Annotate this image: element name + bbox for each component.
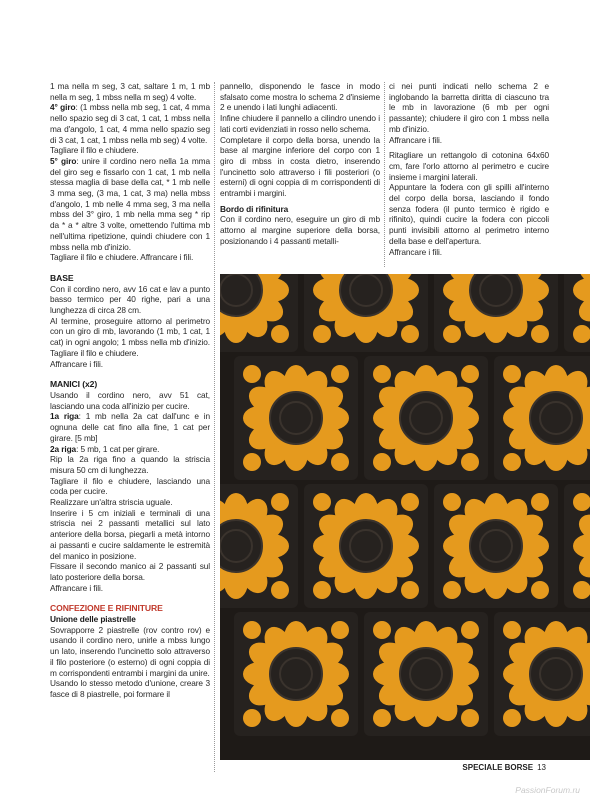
- yarn-corner-cluster: [271, 493, 289, 511]
- yarn-corner-cluster: [243, 621, 261, 639]
- round-label: 5° giro: [50, 155, 77, 166]
- flower-center: [470, 274, 522, 316]
- yarn-corner-cluster: [243, 453, 261, 471]
- paragraph: Sovrapporre 2 piastrelle (rov contro rov) e usando il cordino nero, unirle a mbss lungo un lato, inserendo l'uncinetto solo attraverso il filo posteriore (o esterno) di ogni coppia di m corrispondenti entrambi i margini da unire.: [50, 624, 210, 678]
- paragraph: Appuntare la fodera con gli spilli all'interno del corpo della borsa, lasciando il fondo senza fodera (il punto termico è rigido e rifinito), quindi cucire la fodera con piccoli punti invisibili attorno al perimetro interno della base e dell'apertura.: [389, 182, 549, 246]
- paragraph: Completare il corpo della borsa, unendo la base al margine inferiore del corpo con 1 giro di mbss in costa dietro, inserendo l'uncinetto solo attraverso i fili posteriori (o esterni) di ogni coppia di m corrispondenti di entrambi i margini.: [220, 134, 380, 199]
- page-footer: [462, 763, 546, 772]
- yarn-corner-cluster: [373, 453, 391, 471]
- yarn-corner-cluster: [461, 709, 479, 727]
- yarn-corner-cluster: [401, 581, 419, 599]
- flower-center: [530, 648, 582, 700]
- yarn-corner-cluster: [503, 365, 521, 383]
- yarn-corner-cluster: [331, 453, 349, 471]
- yarn-corner-cluster: [531, 325, 549, 343]
- yarn-corner-cluster: [503, 709, 521, 727]
- paragraph: Realizzare un'altra striscia uguale.: [50, 497, 173, 508]
- flower-center: [270, 392, 322, 444]
- crochet-granny-squares-image: [220, 274, 590, 760]
- yarn-corner-cluster: [531, 581, 549, 599]
- paragraph: pannello, disponendo le fasce in modo sfalsato come mostra lo schema 2 d'insieme 2 e unendo i lati lunghi adiacenti.: [220, 81, 380, 113]
- yarn-corner-cluster: [331, 709, 349, 727]
- flower-center: [270, 648, 322, 700]
- yarn-corner-cluster: [531, 493, 549, 511]
- subheading-joining: Unione delle piastrelle: [50, 614, 136, 625]
- yarn-corner-cluster: [331, 621, 349, 639]
- yarn-corner-cluster: [243, 365, 261, 383]
- paragraph: Inserire i 5 cm iniziali e terminali di una striscia nei 2 passanti metallici sul lato anteriore della borsa, piegarli a metà intorno ai passanti e cucire saldamente le estremità del manico in posizione.: [50, 507, 210, 561]
- flower-center: [340, 274, 392, 316]
- yarn-corner-cluster: [373, 709, 391, 727]
- paragraph: Affrancare i fili.: [389, 134, 442, 145]
- paragraph: 1 ma nella m seg, 3 cat, saltare 1 m, 1 mb nella m seg, 1 mbss nella m seg) 4 volte.: [50, 81, 210, 102]
- flower-center: [400, 648, 452, 700]
- subheading-border: Bordo di rifinitura: [220, 203, 289, 214]
- paragraph: Tagliare il filo e chiudere. Affrancare i fili.: [50, 252, 194, 263]
- yarn-corner-cluster: [461, 621, 479, 639]
- paragraph: Usando lo stesso metodo d'unione, creare 3 fasce di 8 piastrelle, poi formare il: [50, 678, 210, 699]
- paragraph: Infine chiudere il pannello a cilindro unendo i lati corti evidenziati in rosso nello schema.: [220, 113, 380, 134]
- paragraph: Affrancare i fili.: [50, 582, 103, 593]
- flower-center: [220, 520, 262, 572]
- paragraph: Affrancare i fili.: [389, 246, 442, 257]
- paragraph: Al termine, proseguire attorno al perimetro con un giro di mb, lavorando (1 mb, 1 cat, 1 cat) in ogni angolo; 1 mbss nella mb d'inizio. Tagliare il filo e chiudere.: [50, 315, 210, 358]
- yarn-corner-cluster: [313, 581, 331, 599]
- yarn-corner-cluster: [503, 453, 521, 471]
- paragraph: Con il cordino nero, eseguire un giro di mb attorno al margine superiore della borsa, posizionando i 4 passanti metalli-: [220, 214, 380, 246]
- paragraph: Con il cordino nero, avv 16 cat e lav a punto basso termico per 40 righe, pari a una lunghezza di circa 28 cm.: [50, 283, 210, 316]
- yarn-corner-cluster: [271, 581, 289, 599]
- watermark: PassionForum.ru: [515, 785, 580, 795]
- yarn-corner-cluster: [401, 493, 419, 511]
- yarn-corner-cluster: [461, 365, 479, 383]
- yarn-corner-cluster: [373, 365, 391, 383]
- flower-center: [530, 392, 582, 444]
- yarn-corner-cluster: [313, 325, 331, 343]
- paragraph: Tagliare il filo e chiudere.: [50, 145, 139, 156]
- section-heading-handles: MANICI (x2): [50, 379, 98, 390]
- paragraph: Affrancare i fili.: [50, 358, 103, 369]
- round-text: : (1 mbss nella mb seg, 1 cat, 4 mma nello spazio seg di 3 cat, 1 cat, 1 mbss nella ma d'angolo, 1 cat, 4 mma nello spazio seg di 3 cat, 1 cat, 1 mbss nella mb seg) 4 volte.: [50, 102, 210, 145]
- round-text: : unire il cordino nero nella 1a mma del giro seg e fissarlo con 1 cat, 1 mb nella stessa maglia di base della cat, * 1 mb nelle 3 mma seg, (3 ma, 1 cat, 3 ma) nella mbss d'angolo, 1 mb nelle 4 mma seg, 3 ma nella mbss del 3° giro, 1 mb nella mma seg * rip da * a * altre 3 volte, omettendo l'ultima mb nell'ultima ripetizione, quindi chiudere con 1 mbss nella mb d'inizio.: [50, 155, 210, 252]
- paragraph: ci nei punti indicati nello schema 2 e inglobando la barretta diritta di ciascuno tra le mb in lavorazione (6 mb per ogni passante); chiudere il giro con 1 mbss nella mb d'inizio.: [389, 81, 549, 134]
- yarn-corner-cluster: [503, 621, 521, 639]
- paragraph: Tagliare il filo e chiudere, lasciando una coda per cucire.: [50, 475, 210, 497]
- paragraph: Fissare il secondo manico ai 2 passanti sul lato posteriore della borsa.: [50, 561, 210, 582]
- yarn-corner-cluster: [443, 493, 461, 511]
- yarn-corner-cluster: [443, 581, 461, 599]
- yarn-corner-cluster: [373, 621, 391, 639]
- row-label: 1a riga: [50, 411, 79, 422]
- row-text: : 1 mb nella 2a cat dall'unc e in ognuna delle cat fino alla fine, 1 cat per girare. [5 mb]: [50, 411, 210, 443]
- yarn-corner-cluster: [271, 325, 289, 343]
- text-column-2: [220, 81, 380, 247]
- flower-center: [470, 520, 522, 572]
- section-heading-finishing: CONFEZIONE E RIFINITURE: [50, 603, 163, 614]
- yarn-corner-cluster: [461, 453, 479, 471]
- flower-center: [400, 392, 452, 444]
- section-name: SPECIALE BORSE: [462, 763, 534, 772]
- round-label: 4° giro: [50, 102, 76, 113]
- paragraph: [50, 411, 210, 443]
- row-label: 2a riga: [50, 443, 77, 454]
- paragraph: Usando il cordino nero, avv 51 cat, lasciando una coda all'inizio per cucire.: [50, 389, 210, 411]
- row-text: : 5 mb, 1 cat per girare.: [76, 443, 160, 454]
- paragraph: [50, 444, 210, 455]
- yarn-corner-cluster: [401, 325, 419, 343]
- flower-center: [340, 520, 392, 572]
- crochet-bag-photo: [220, 274, 590, 760]
- column-divider: [384, 82, 385, 267]
- yarn-corner-cluster: [443, 325, 461, 343]
- yarn-corner-cluster: [313, 493, 331, 511]
- yarn-corner-cluster: [243, 709, 261, 727]
- paragraph: [50, 102, 210, 145]
- paragraph: Ritagliare un rettangolo di cotonina 64x60 cm, fare l'orlo attorno al perimetro e cucire insieme i margini laterali.: [389, 150, 549, 182]
- yarn-corner-cluster: [331, 365, 349, 383]
- section-heading-base: BASE: [50, 272, 74, 283]
- paragraph: [50, 156, 210, 252]
- page-number: 13: [537, 763, 546, 772]
- column-divider: [214, 82, 215, 772]
- text-column-3: [389, 81, 549, 257]
- text-column-1: [50, 81, 210, 700]
- paragraph: Rip la 2a riga fino a quando la striscia misura 50 cm di lunghezza.: [50, 454, 210, 475]
